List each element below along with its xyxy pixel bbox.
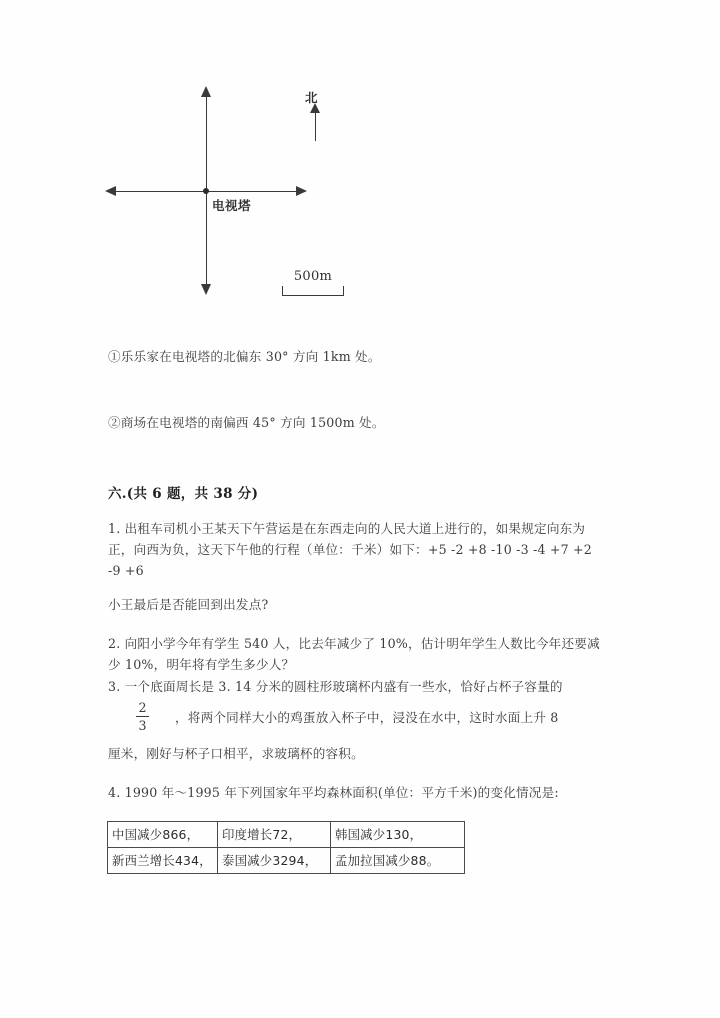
table-cell: 孟加拉国减少88。 [331, 848, 465, 874]
table-cell: 新西兰增长434， [108, 848, 218, 874]
scale-bar-label: 500m [293, 269, 333, 284]
question-1-body: 1. 出租车司机小王某天下午营运是在东西走向的人民大道上进行的，如果规定向东为正，向西为负，这天下午他的行程（单位：千米）如下：+5 -2 +8 -10 -3 -4 +7 +2 -9 +6 [108, 521, 593, 578]
north-indicator-shaft [315, 109, 316, 141]
table-cell: 泰国减少3294， [218, 848, 331, 874]
table-row [108, 848, 465, 874]
scale-bar-bracket [282, 286, 344, 296]
fraction-numerator: 2 [138, 700, 147, 715]
origin-point [203, 188, 209, 194]
south-arrowhead-icon [201, 284, 211, 295]
question-3-body-part-3: 厘米，刚好与杯子口相平，求玻璃杯的容积。 [108, 746, 364, 761]
scale-bar [282, 269, 344, 296]
table-cell: 印度增长72， [218, 822, 331, 848]
north-indicator-arrowhead-icon [310, 103, 320, 113]
statement-item-1: ①乐乐家在电视塔的北偏东 30° 方向 1km 处。 [108, 349, 381, 364]
question-3-body-part-1: 3. 一个底面周长是 3. 14 分米的圆柱形玻璃杯内盛有一些水，恰好占杯子容量的 [108, 679, 563, 694]
question-2-body: 2. 向阳小学今年有学生 540 人，比去年减少了 10%，估计明年学生人数比今年还要减少 10%，明年将有学生多少人？ [108, 636, 600, 672]
question-3-body-part-2: ，将两个同样大小的鸡蛋放入杯子中，浸没在水中，这时水面上升 8 [175, 710, 559, 725]
fraction-two-thirds [136, 700, 149, 733]
north-arrowhead-icon [201, 86, 211, 97]
fraction-bar [136, 716, 149, 717]
question-1-prompt: 小王最后是否能回到出发点? [108, 597, 269, 612]
table-body [108, 822, 465, 874]
forest-area-table [107, 821, 465, 874]
east-arrowhead-icon [296, 186, 307, 196]
statement-item-2: ②商场在电视塔的南偏西 45° 方向 1500m 处。 [108, 415, 385, 430]
direction-diagram [100, 60, 400, 320]
tv-tower-label: 电视塔 [212, 198, 252, 213]
table-row [108, 822, 465, 848]
table-cell: 中国减少866， [108, 822, 218, 848]
north-direction-label: 北 [305, 90, 318, 105]
fraction-denominator: 3 [138, 718, 147, 733]
section-heading: 六.(共 6 题，共 38 分) [108, 486, 259, 502]
table-cell: 韩国减少130， [331, 822, 465, 848]
west-arrowhead-icon [105, 186, 116, 196]
question-4-body: 4. 1990 年～1995 年下列国家年平均森林面积(单位：平方千米)的变化情况是: [108, 785, 559, 800]
